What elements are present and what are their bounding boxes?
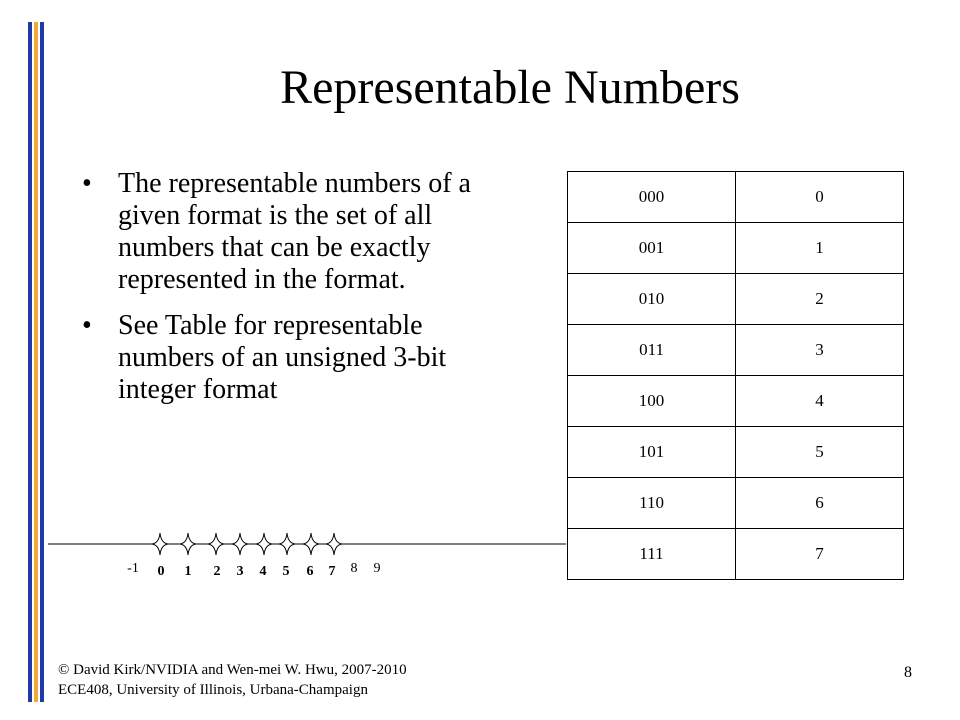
representable-star-marker [303,533,319,555]
number-line-label: 3 [236,564,244,579]
value-cell: 2 [736,274,904,325]
number-line-label: 9 [373,561,381,576]
value-cell: 5 [736,427,904,478]
bullet-dot: • [82,168,92,199]
value-cell: 7 [736,529,904,580]
left-accent-bar-blue [28,22,32,702]
slide-title: Representable Numbers [280,61,740,114]
bullet-item [82,168,482,296]
value-cell: 4 [736,376,904,427]
value-cell: 0 [736,172,904,223]
representable-star-marker [326,533,342,555]
representable-star-marker [208,533,224,555]
table-row [568,274,904,325]
left-accent-bar-gold [34,22,38,702]
number-line-label: 4 [259,564,267,579]
bullet-item [82,310,482,406]
number-line-label: -1 [127,561,139,576]
binary-cell: 011 [568,325,736,376]
value-cell: 3 [736,325,904,376]
footer-credit [58,660,407,700]
binary-cell: 001 [568,223,736,274]
number-line-label: 0 [157,564,165,579]
number-line-label: 7 [328,564,336,579]
value-cell: 1 [736,223,904,274]
representable-star-marker [232,533,248,555]
representable-star-marker [256,533,272,555]
table-row [568,325,904,376]
number-line-label: 8 [350,561,358,576]
representable-numbers-table [567,171,904,580]
table-row [568,223,904,274]
number-line-label: 6 [306,564,314,579]
representable-star-marker [180,533,196,555]
representable-star-marker [152,533,168,555]
footer-line-course: ECE408, University of Illinois, Urbana-Champaign [58,682,368,698]
binary-cell: 101 [568,427,736,478]
left-accent-bar-blue-inner [40,22,44,702]
bullet-text: The representable numbers of a given format is the set of all numbers that can be exactly represented in the format. [118,168,471,295]
representable-star-marker [279,533,295,555]
bullet-list [82,168,482,420]
number-line-label: 5 [282,564,290,579]
number-line [0,520,580,590]
number-line-label: 1 [184,564,192,579]
table-row [568,478,904,529]
table-row [568,172,904,223]
binary-cell: 111 [568,529,736,580]
binary-cell: 000 [568,172,736,223]
table-row [568,376,904,427]
value-cell: 6 [736,478,904,529]
bullet-text: See Table for representable numbers of an unsigned 3-bit integer format [118,310,447,405]
binary-cell: 110 [568,478,736,529]
binary-cell: 010 [568,274,736,325]
page-number: 8 [904,664,912,681]
number-line-labels [127,561,380,579]
representable-markers [152,533,342,555]
table-row [568,427,904,478]
bullet-dot: • [82,310,92,341]
footer-line-copyright: © David Kirk/NVIDIA and Wen-mei W. Hwu, 2007-2010 [58,662,407,678]
number-line-label: 2 [213,564,221,579]
table-row [568,529,904,580]
binary-cell: 100 [568,376,736,427]
